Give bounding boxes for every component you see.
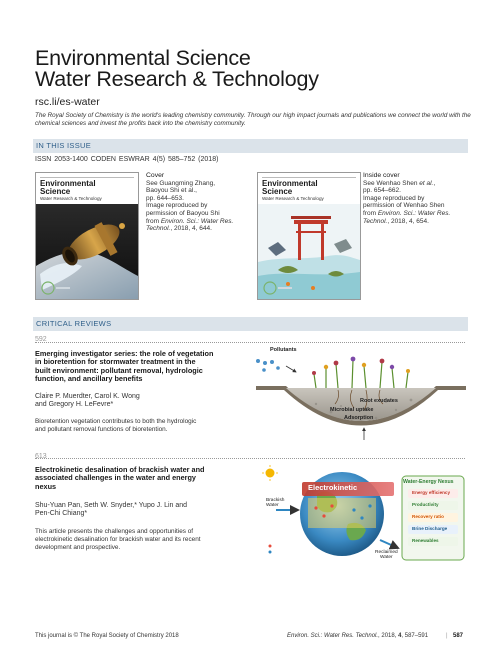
cover-artwork bbox=[36, 204, 138, 299]
cover-subtitle: Water Research & Technology bbox=[40, 196, 102, 201]
cover-title: Environmental Science bbox=[40, 179, 96, 196]
pollutants-label: Pollutants bbox=[270, 347, 297, 353]
article-divider bbox=[35, 458, 465, 459]
journal-title-line2: Water Research & Technology bbox=[35, 67, 319, 91]
nexus-item: Energy efficiency bbox=[412, 490, 451, 495]
inside-cover-title: Environmental Science bbox=[262, 179, 318, 196]
inside-cover-caption: Inside cover See Wenhao Shen et al., pp. 654–662. Image reproduced by permission of Wenhao Shen from Environ. Sci.: Water Res. Technol., 2018, 4, 654. bbox=[363, 172, 463, 225]
issn-line: ISSN 2053-1400 CODEN ESWRAR 4(5) 585–752 (2018) bbox=[35, 156, 219, 163]
inside-cover-image[interactable] bbox=[257, 172, 361, 300]
nexus-item: Productivity bbox=[412, 502, 439, 507]
inside-cover-masthead-rule bbox=[262, 175, 356, 178]
rsc-statement: The Royal Society of Chemistry is the world's leading chemistry community. Through our high impact journals and publications we connect the world with the chemical sciences and invest the profits back into the chemistry community. bbox=[35, 112, 471, 127]
journal-title-line1: Environmental Science bbox=[35, 46, 251, 70]
article-divider bbox=[35, 342, 465, 343]
article-abstract: This article presents the challenges and opportunities of electrokinetic desalination for brackish water and its recent development and prospective. bbox=[35, 528, 201, 551]
article-authors: Shu-Yuan Pan, Seth W. Snyder,* Yupo J. Lin and Pen-Chi Chiang* bbox=[35, 502, 188, 518]
reclaimed-water-label: Reclaimed Water bbox=[375, 550, 398, 561]
footer-page-number: 587 bbox=[453, 633, 464, 639]
nexus-item: Recovery ratio bbox=[412, 514, 444, 519]
article-title[interactable]: Electrokinetic desalination of brackish water and associated challenges in the water and energy nexus bbox=[35, 465, 205, 491]
water-energy-nexus-title: Water-Energy Nexus bbox=[403, 479, 454, 485]
cover-caption: Cover See Guangming Zhang, Baoyou Shi et al., pp. 644–653. Image reproduced by permission of Baoyou Shi from Environ. Sci.: Water Res. Technol., 2018, 4, 644. bbox=[146, 172, 246, 233]
bioretention-drawing bbox=[256, 346, 466, 446]
article-abstract: Bioretention vegetation contributes to both the hydrologic and pollutant removal functions of bioretention. bbox=[35, 418, 197, 433]
brackish-water-label: Brackish Water bbox=[266, 498, 285, 509]
electrokinetic-graphic bbox=[262, 464, 466, 564]
inside-cover-artwork bbox=[258, 204, 360, 299]
footer-copyright: This journal is © The Royal Society of Chemistry 2018 bbox=[35, 633, 179, 639]
cover-masthead-rule bbox=[40, 175, 134, 178]
root-exudates-label: Root exudates bbox=[360, 398, 398, 404]
in-this-issue-heading: IN THIS ISSUE bbox=[33, 139, 468, 153]
electrokinetic-label: Electrokinetic bbox=[308, 483, 358, 492]
footer-citation: Environ. Sci.: Water Res. Technol., 2018, 4, 587–591 bbox=[287, 633, 429, 639]
article-title[interactable]: Emerging investigator series: the role of vegetation in bioretention for stormwater treatment in the built environment: pollutant removal, hydrologic function, and ancillary benefits bbox=[35, 349, 214, 384]
cover-label: Cover bbox=[146, 172, 165, 179]
journal-url[interactable]: rsc.li/es-water bbox=[35, 96, 100, 108]
microbial-uptake-label: Microbial uptake bbox=[330, 407, 374, 413]
inside-cover-subtitle: Water Research & Technology bbox=[262, 196, 324, 201]
article-authors: Claire P. Muerdter, Carol K. Wong and Gregory H. LeFevre* bbox=[35, 393, 140, 409]
adsorption-label: Adsorption bbox=[344, 415, 374, 421]
inside-cover-label: Inside cover bbox=[363, 172, 400, 179]
nexus-item: Renewables bbox=[412, 538, 439, 543]
cover-image[interactable] bbox=[35, 172, 139, 300]
footer-separator: | bbox=[446, 633, 448, 639]
bioretention-graphic bbox=[256, 346, 466, 446]
article-page-number: 613 bbox=[35, 453, 47, 460]
article-page-number: 592 bbox=[35, 336, 47, 343]
critical-reviews-heading: CRITICAL REVIEWS bbox=[33, 317, 468, 331]
nexus-item: Brine Discharge bbox=[412, 526, 448, 531]
